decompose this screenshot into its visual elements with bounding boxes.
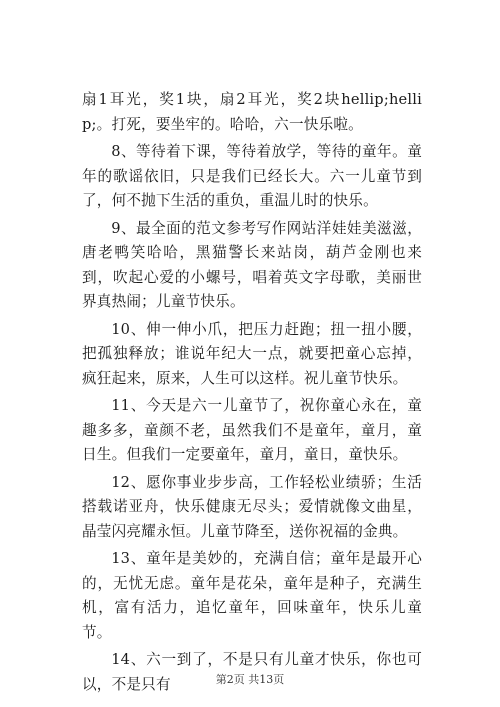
paragraph-9: 9、最全面的范文参考写作网站洋娃娃美滋滋，唐老鸭笑哈哈，黑猫警长来站岗，葫芦金刚也来到，吹起心爱的小螺号，唱着英文字母歌，美丽世界真热闹；儿童节快乐。 [82, 219, 422, 310]
document-body [82, 88, 422, 700]
paragraph-11: 11、今天是六一儿童节了，祝你童心永在，童趣多多，童颜不老，虽然我们不是童年，童月，童日生。但我们一定要童年，童月，童日，童快乐。 [82, 397, 422, 463]
paragraph-8: 8、等待着下课，等待着放学，等待的童年。童年的歌谣依旧，只是我们已经长大。六一儿童节到了，何不抛下生活的重负，重温儿时的快乐。 [82, 143, 422, 209]
paragraph-14: 14、六一到了，不是只有儿童才快乐，你也可以，不是只有 [82, 651, 422, 693]
paragraph-continuation: 扇1耳光，奖1块，扇2耳光，奖2块hellip;hellip;。打死，要坐牢的。哈哈，六一快乐啦。 [82, 91, 422, 133]
paragraph-12: 12、愿你事业步步高，工作轻松业绩骄；生活搭载诺亚舟，快乐健康无尽头；爱情就像文曲星，晶莹闪亮耀永恒。儿童节降至，送你祝福的金典。 [82, 473, 422, 540]
paragraph-10: 10、伸一伸小爪，把压力赶跑；扭一扭小腰，把孤独释放；谁说年纪大一点，就要把童心忘掉，疯狂起来，原来，人生可以这样。祝儿童节快乐。 [82, 320, 422, 387]
paragraph-13: 13、童年是美妙的，充满自信；童年是最开心的，无忧无虑。童年是花朵，童年是种子，充满生机，富有活力，追忆童年，回味童年，快乐儿童节。 [82, 550, 422, 641]
page-footer: 第2页 共13页 [215, 673, 285, 686]
